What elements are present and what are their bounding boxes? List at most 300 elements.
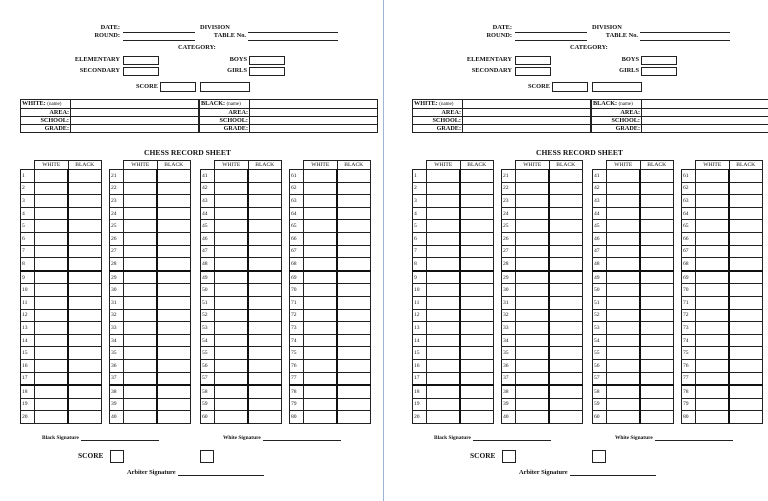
black-name-field[interactable] [642, 100, 768, 109]
white-move-cell[interactable] [607, 347, 641, 360]
black-move-cell[interactable] [640, 322, 674, 335]
white-move-cell[interactable] [215, 232, 249, 245]
white-move-cell[interactable] [607, 334, 641, 347]
black-move-cell[interactable] [640, 232, 674, 245]
boys-checkbox[interactable] [641, 56, 677, 65]
white-move-cell[interactable] [35, 207, 69, 220]
black-move-cell[interactable] [157, 271, 191, 284]
black-move-cell[interactable] [460, 411, 494, 424]
score-black-box[interactable] [592, 82, 642, 92]
white-move-cell[interactable] [427, 284, 461, 297]
black-move-cell[interactable] [460, 271, 494, 284]
white-move-cell[interactable] [35, 182, 69, 195]
black-move-cell[interactable] [68, 195, 102, 208]
table-no-field[interactable] [248, 33, 338, 41]
white-move-cell[interactable] [696, 245, 730, 258]
white-move-cell[interactable] [427, 271, 461, 284]
black-move-cell[interactable] [729, 411, 763, 424]
white-move-cell[interactable] [516, 398, 550, 411]
white-move-cell[interactable] [35, 385, 69, 398]
black-move-cell[interactable] [248, 170, 282, 183]
secondary-checkbox[interactable] [123, 67, 159, 76]
black-move-cell[interactable] [549, 309, 583, 322]
black-move-cell[interactable] [460, 385, 494, 398]
black-move-cell[interactable] [460, 347, 494, 360]
black-move-cell[interactable] [337, 334, 371, 347]
black-move-cell[interactable] [640, 258, 674, 271]
elementary-checkbox[interactable] [515, 56, 551, 65]
white-move-cell[interactable] [35, 411, 69, 424]
black-move-cell[interactable] [337, 207, 371, 220]
white-move-cell[interactable] [696, 322, 730, 335]
white-move-cell[interactable] [696, 296, 730, 309]
black-move-cell[interactable] [729, 296, 763, 309]
black-move-cell[interactable] [248, 284, 282, 297]
white-move-cell[interactable] [304, 398, 338, 411]
white-move-cell[interactable] [215, 245, 249, 258]
white-move-cell[interactable] [35, 258, 69, 271]
white-area-field[interactable] [463, 109, 591, 117]
black-move-cell[interactable] [248, 385, 282, 398]
black-move-cell[interactable] [337, 309, 371, 322]
girls-checkbox[interactable] [249, 67, 285, 76]
white-move-cell[interactable] [35, 284, 69, 297]
girls-checkbox[interactable] [641, 67, 677, 76]
black-move-cell[interactable] [549, 245, 583, 258]
white-move-cell[interactable] [304, 182, 338, 195]
white-move-cell[interactable] [696, 271, 730, 284]
white-move-cell[interactable] [696, 309, 730, 322]
white-move-cell[interactable] [516, 284, 550, 297]
black-move-cell[interactable] [68, 385, 102, 398]
black-move-cell[interactable] [337, 322, 371, 335]
white-move-cell[interactable] [304, 322, 338, 335]
black-move-cell[interactable] [729, 195, 763, 208]
black-move-cell[interactable] [157, 359, 191, 372]
white-move-cell[interactable] [124, 207, 158, 220]
white-move-cell[interactable] [696, 359, 730, 372]
white-move-cell[interactable] [696, 411, 730, 424]
white-move-cell[interactable] [124, 182, 158, 195]
white-move-cell[interactable] [607, 220, 641, 233]
white-move-cell[interactable] [696, 258, 730, 271]
black-move-cell[interactable] [640, 220, 674, 233]
black-move-cell[interactable] [640, 309, 674, 322]
white-move-cell[interactable] [427, 220, 461, 233]
black-move-cell[interactable] [460, 372, 494, 385]
black-signature-line[interactable] [81, 434, 159, 441]
black-move-cell[interactable] [460, 170, 494, 183]
white-move-cell[interactable] [215, 309, 249, 322]
black-move-cell[interactable] [337, 347, 371, 360]
white-move-cell[interactable] [215, 296, 249, 309]
black-move-cell[interactable] [460, 359, 494, 372]
black-move-cell[interactable] [337, 372, 371, 385]
black-move-cell[interactable] [157, 347, 191, 360]
black-move-cell[interactable] [729, 334, 763, 347]
score-bottom-box-1[interactable] [502, 450, 516, 463]
black-move-cell[interactable] [549, 207, 583, 220]
white-move-cell[interactable] [215, 398, 249, 411]
white-move-cell[interactable] [607, 258, 641, 271]
white-move-cell[interactable] [304, 334, 338, 347]
black-move-cell[interactable] [248, 232, 282, 245]
white-move-cell[interactable] [215, 334, 249, 347]
white-move-cell[interactable] [35, 296, 69, 309]
black-move-cell[interactable] [68, 220, 102, 233]
black-move-cell[interactable] [460, 232, 494, 245]
black-move-cell[interactable] [68, 372, 102, 385]
black-move-cell[interactable] [68, 170, 102, 183]
white-move-cell[interactable] [516, 170, 550, 183]
white-move-cell[interactable] [124, 372, 158, 385]
black-move-cell[interactable] [248, 309, 282, 322]
white-move-cell[interactable] [607, 372, 641, 385]
white-move-cell[interactable] [427, 334, 461, 347]
black-move-cell[interactable] [549, 372, 583, 385]
black-move-cell[interactable] [337, 359, 371, 372]
white-move-cell[interactable] [304, 220, 338, 233]
black-move-cell[interactable] [460, 220, 494, 233]
white-move-cell[interactable] [124, 284, 158, 297]
black-move-cell[interactable] [549, 359, 583, 372]
black-move-cell[interactable] [68, 322, 102, 335]
black-move-cell[interactable] [460, 296, 494, 309]
white-move-cell[interactable] [516, 271, 550, 284]
white-move-cell[interactable] [124, 220, 158, 233]
white-move-cell[interactable] [124, 385, 158, 398]
date-field[interactable] [515, 25, 587, 33]
score-white-box[interactable] [552, 82, 588, 92]
white-move-cell[interactable] [607, 385, 641, 398]
black-grade-field[interactable] [250, 125, 378, 133]
black-move-cell[interactable] [549, 232, 583, 245]
black-move-cell[interactable] [157, 372, 191, 385]
black-move-cell[interactable] [640, 411, 674, 424]
white-signature-line[interactable] [263, 434, 341, 441]
black-move-cell[interactable] [248, 220, 282, 233]
white-move-cell[interactable] [215, 271, 249, 284]
black-move-cell[interactable] [460, 258, 494, 271]
white-move-cell[interactable] [696, 284, 730, 297]
black-move-cell[interactable] [157, 258, 191, 271]
black-move-cell[interactable] [157, 170, 191, 183]
black-move-cell[interactable] [640, 398, 674, 411]
black-move-cell[interactable] [68, 232, 102, 245]
black-move-cell[interactable] [460, 322, 494, 335]
black-area-field[interactable] [642, 109, 768, 117]
white-move-cell[interactable] [516, 322, 550, 335]
black-move-cell[interactable] [337, 170, 371, 183]
black-move-cell[interactable] [337, 411, 371, 424]
black-move-cell[interactable] [729, 398, 763, 411]
white-grade-field[interactable] [463, 125, 591, 133]
black-move-cell[interactable] [248, 195, 282, 208]
white-move-cell[interactable] [516, 207, 550, 220]
black-move-cell[interactable] [549, 271, 583, 284]
black-move-cell[interactable] [640, 182, 674, 195]
white-move-cell[interactable] [124, 271, 158, 284]
white-school-field[interactable] [71, 117, 199, 125]
white-move-cell[interactable] [124, 347, 158, 360]
black-move-cell[interactable] [248, 296, 282, 309]
white-grade-field[interactable] [71, 125, 199, 133]
black-move-cell[interactable] [640, 334, 674, 347]
black-move-cell[interactable] [157, 296, 191, 309]
white-move-cell[interactable] [215, 182, 249, 195]
elementary-checkbox[interactable] [123, 56, 159, 65]
white-move-cell[interactable] [124, 232, 158, 245]
black-move-cell[interactable] [640, 170, 674, 183]
black-move-cell[interactable] [157, 195, 191, 208]
white-move-cell[interactable] [304, 170, 338, 183]
white-move-cell[interactable] [607, 296, 641, 309]
white-move-cell[interactable] [696, 195, 730, 208]
arbiter-signature-line[interactable] [178, 469, 264, 476]
black-move-cell[interactable] [68, 309, 102, 322]
black-move-cell[interactable] [68, 334, 102, 347]
score-bottom-box-2[interactable] [200, 450, 214, 463]
white-move-cell[interactable] [516, 347, 550, 360]
white-move-cell[interactable] [215, 195, 249, 208]
white-move-cell[interactable] [35, 309, 69, 322]
black-move-cell[interactable] [729, 207, 763, 220]
black-move-cell[interactable] [337, 271, 371, 284]
black-move-cell[interactable] [460, 284, 494, 297]
black-move-cell[interactable] [549, 322, 583, 335]
white-move-cell[interactable] [516, 359, 550, 372]
white-move-cell[interactable] [124, 359, 158, 372]
arbiter-signature-line[interactable] [570, 469, 656, 476]
black-move-cell[interactable] [68, 182, 102, 195]
black-move-cell[interactable] [337, 398, 371, 411]
black-move-cell[interactable] [640, 245, 674, 258]
white-move-cell[interactable] [427, 170, 461, 183]
score-bottom-box-1[interactable] [110, 450, 124, 463]
black-move-cell[interactable] [549, 385, 583, 398]
black-move-cell[interactable] [68, 258, 102, 271]
black-signature-line[interactable] [473, 434, 551, 441]
black-move-cell[interactable] [68, 296, 102, 309]
black-move-cell[interactable] [549, 334, 583, 347]
black-move-cell[interactable] [157, 182, 191, 195]
black-move-cell[interactable] [248, 245, 282, 258]
black-move-cell[interactable] [729, 359, 763, 372]
black-move-cell[interactable] [549, 170, 583, 183]
white-move-cell[interactable] [215, 220, 249, 233]
black-move-cell[interactable] [460, 195, 494, 208]
white-move-cell[interactable] [215, 372, 249, 385]
white-move-cell[interactable] [427, 347, 461, 360]
white-move-cell[interactable] [304, 309, 338, 322]
division-field[interactable] [640, 25, 730, 33]
white-move-cell[interactable] [696, 207, 730, 220]
white-move-cell[interactable] [607, 309, 641, 322]
white-move-cell[interactable] [427, 296, 461, 309]
white-name-field[interactable] [463, 100, 591, 109]
white-area-field[interactable] [71, 109, 199, 117]
white-move-cell[interactable] [35, 347, 69, 360]
white-move-cell[interactable] [696, 334, 730, 347]
white-move-cell[interactable] [304, 296, 338, 309]
black-move-cell[interactable] [68, 411, 102, 424]
white-move-cell[interactable] [607, 170, 641, 183]
black-move-cell[interactable] [157, 232, 191, 245]
white-move-cell[interactable] [696, 372, 730, 385]
black-move-cell[interactable] [640, 271, 674, 284]
black-move-cell[interactable] [549, 182, 583, 195]
black-move-cell[interactable] [157, 411, 191, 424]
black-move-cell[interactable] [68, 284, 102, 297]
white-move-cell[interactable] [35, 195, 69, 208]
black-move-cell[interactable] [460, 182, 494, 195]
white-move-cell[interactable] [696, 170, 730, 183]
white-move-cell[interactable] [35, 398, 69, 411]
black-move-cell[interactable] [640, 195, 674, 208]
table-no-field[interactable] [640, 33, 730, 41]
white-move-cell[interactable] [304, 347, 338, 360]
white-move-cell[interactable] [124, 309, 158, 322]
white-move-cell[interactable] [304, 271, 338, 284]
white-move-cell[interactable] [35, 220, 69, 233]
black-move-cell[interactable] [729, 271, 763, 284]
black-move-cell[interactable] [337, 385, 371, 398]
white-move-cell[interactable] [607, 411, 641, 424]
white-move-cell[interactable] [427, 359, 461, 372]
black-move-cell[interactable] [248, 398, 282, 411]
white-move-cell[interactable] [607, 232, 641, 245]
black-move-cell[interactable] [337, 296, 371, 309]
black-move-cell[interactable] [337, 258, 371, 271]
black-move-cell[interactable] [729, 347, 763, 360]
white-move-cell[interactable] [516, 334, 550, 347]
white-move-cell[interactable] [696, 220, 730, 233]
black-move-cell[interactable] [640, 296, 674, 309]
score-white-box[interactable] [160, 82, 196, 92]
white-move-cell[interactable] [516, 245, 550, 258]
black-move-cell[interactable] [549, 258, 583, 271]
white-move-cell[interactable] [35, 322, 69, 335]
black-move-cell[interactable] [157, 385, 191, 398]
white-move-cell[interactable] [215, 207, 249, 220]
black-move-cell[interactable] [549, 411, 583, 424]
white-move-cell[interactable] [304, 284, 338, 297]
black-move-cell[interactable] [248, 271, 282, 284]
white-move-cell[interactable] [215, 258, 249, 271]
white-move-cell[interactable] [215, 359, 249, 372]
black-move-cell[interactable] [248, 322, 282, 335]
white-move-cell[interactable] [427, 258, 461, 271]
white-move-cell[interactable] [35, 359, 69, 372]
white-move-cell[interactable] [696, 232, 730, 245]
white-move-cell[interactable] [124, 296, 158, 309]
white-move-cell[interactable] [124, 245, 158, 258]
black-move-cell[interactable] [248, 347, 282, 360]
black-move-cell[interactable] [248, 334, 282, 347]
white-move-cell[interactable] [35, 372, 69, 385]
white-school-field[interactable] [463, 117, 591, 125]
white-name-field[interactable] [71, 100, 199, 109]
white-move-cell[interactable] [427, 372, 461, 385]
white-move-cell[interactable] [516, 232, 550, 245]
black-move-cell[interactable] [549, 284, 583, 297]
white-move-cell[interactable] [304, 359, 338, 372]
black-move-cell[interactable] [248, 258, 282, 271]
white-move-cell[interactable] [516, 309, 550, 322]
white-move-cell[interactable] [516, 372, 550, 385]
white-move-cell[interactable] [607, 398, 641, 411]
black-move-cell[interactable] [248, 207, 282, 220]
white-move-cell[interactable] [304, 195, 338, 208]
black-move-cell[interactable] [157, 284, 191, 297]
black-move-cell[interactable] [157, 220, 191, 233]
white-move-cell[interactable] [304, 232, 338, 245]
black-move-cell[interactable] [640, 359, 674, 372]
black-move-cell[interactable] [640, 385, 674, 398]
black-move-cell[interactable] [729, 220, 763, 233]
black-move-cell[interactable] [337, 284, 371, 297]
white-move-cell[interactable] [696, 385, 730, 398]
black-name-field[interactable] [250, 100, 378, 109]
white-move-cell[interactable] [607, 271, 641, 284]
black-move-cell[interactable] [729, 170, 763, 183]
score-black-box[interactable] [200, 82, 250, 92]
white-move-cell[interactable] [427, 195, 461, 208]
white-move-cell[interactable] [607, 195, 641, 208]
black-move-cell[interactable] [157, 207, 191, 220]
white-move-cell[interactable] [124, 170, 158, 183]
white-move-cell[interactable] [304, 385, 338, 398]
black-move-cell[interactable] [248, 411, 282, 424]
black-move-cell[interactable] [729, 284, 763, 297]
black-move-cell[interactable] [68, 271, 102, 284]
white-move-cell[interactable] [516, 296, 550, 309]
white-move-cell[interactable] [35, 245, 69, 258]
white-move-cell[interactable] [607, 245, 641, 258]
black-move-cell[interactable] [337, 195, 371, 208]
white-move-cell[interactable] [304, 245, 338, 258]
black-move-cell[interactable] [729, 245, 763, 258]
black-move-cell[interactable] [460, 245, 494, 258]
white-move-cell[interactable] [607, 182, 641, 195]
white-move-cell[interactable] [124, 195, 158, 208]
white-move-cell[interactable] [304, 207, 338, 220]
white-move-cell[interactable] [215, 347, 249, 360]
black-move-cell[interactable] [248, 359, 282, 372]
white-move-cell[interactable] [427, 207, 461, 220]
black-move-cell[interactable] [68, 347, 102, 360]
black-area-field[interactable] [250, 109, 378, 117]
white-move-cell[interactable] [215, 411, 249, 424]
black-move-cell[interactable] [549, 398, 583, 411]
white-move-cell[interactable] [607, 284, 641, 297]
black-grade-field[interactable] [642, 125, 768, 133]
white-move-cell[interactable] [215, 322, 249, 335]
black-move-cell[interactable] [640, 207, 674, 220]
white-move-cell[interactable] [124, 334, 158, 347]
white-move-cell[interactable] [124, 322, 158, 335]
white-move-cell[interactable] [516, 385, 550, 398]
white-move-cell[interactable] [427, 245, 461, 258]
white-move-cell[interactable] [427, 411, 461, 424]
white-move-cell[interactable] [516, 195, 550, 208]
black-move-cell[interactable] [248, 182, 282, 195]
black-move-cell[interactable] [729, 385, 763, 398]
white-move-cell[interactable] [124, 398, 158, 411]
boys-checkbox[interactable] [249, 56, 285, 65]
white-move-cell[interactable] [696, 398, 730, 411]
black-move-cell[interactable] [549, 195, 583, 208]
